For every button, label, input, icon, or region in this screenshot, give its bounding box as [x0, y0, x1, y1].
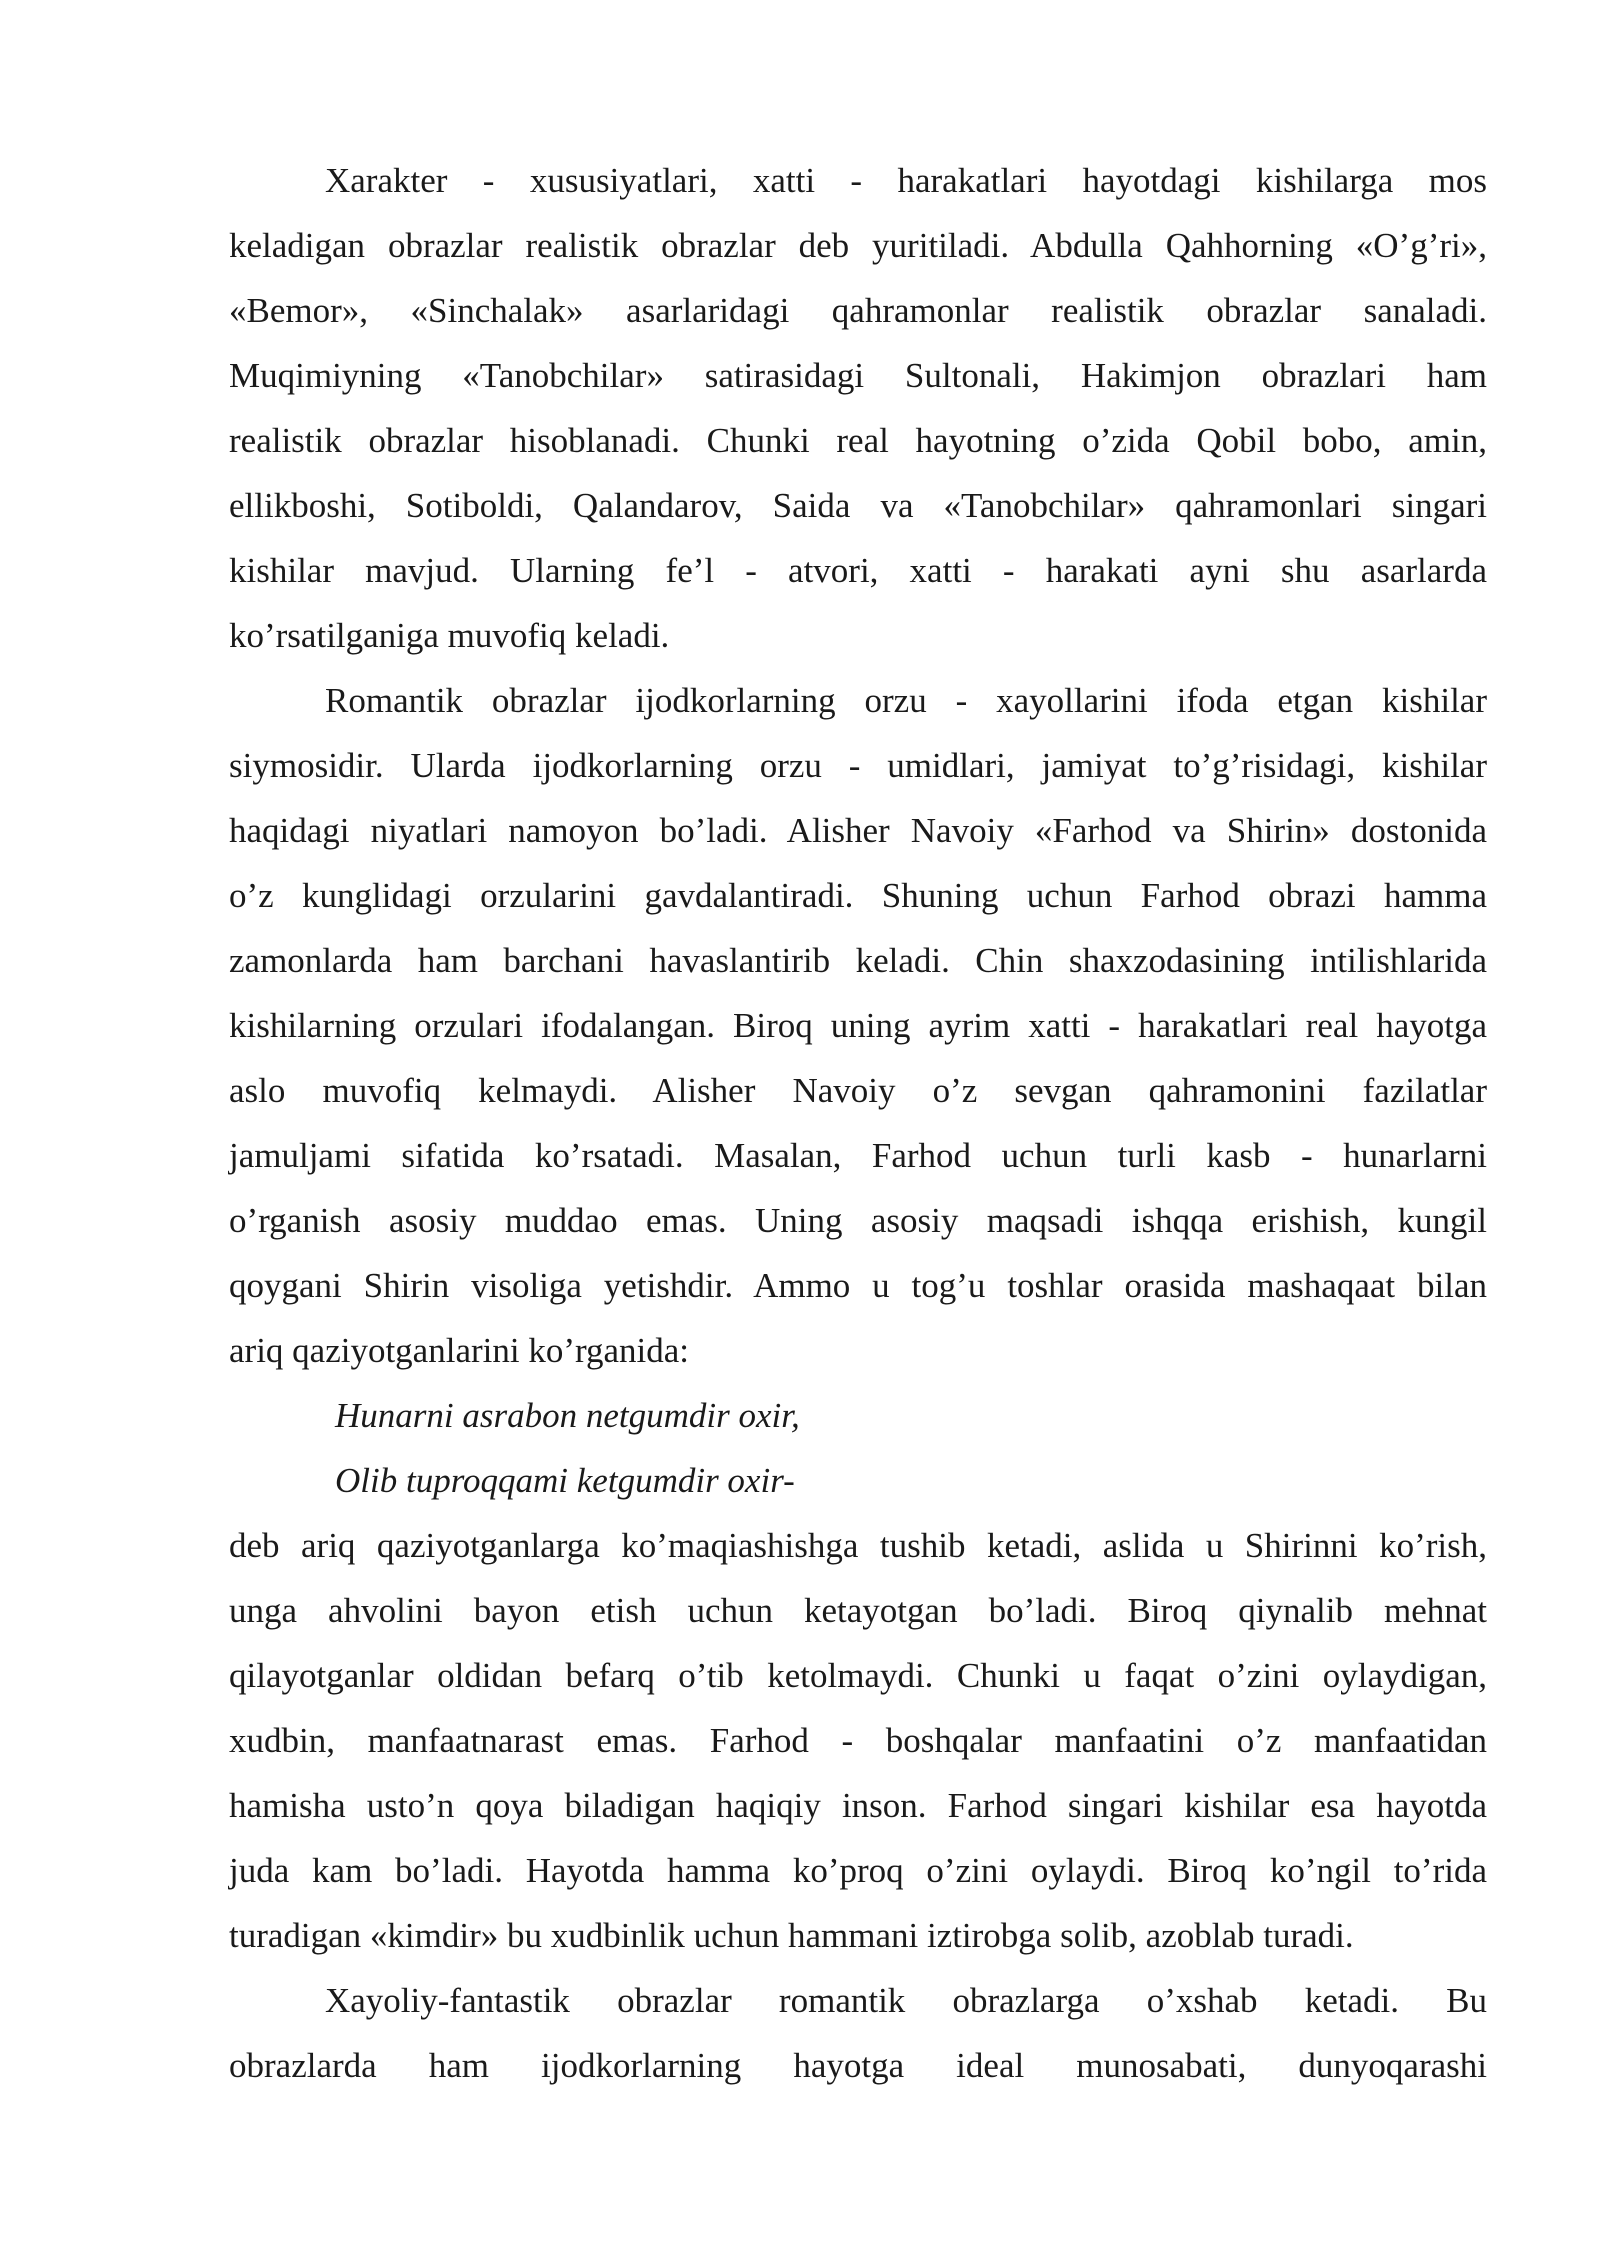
paragraph-3-line-7: turadigan «kimdir» bu xudbinlik uchun hammani iztirobga solib, azoblab turadi.	[229, 1916, 1354, 1955]
paragraph-2-line-9: o’rganish asosiy muddao emas. Uning asosiy maqsadi ishqqa erishish, kungil	[229, 1201, 1487, 1240]
paragraph-3-line-3: qilayotganlar oldidan befarq o’tib ketolmaydi. Chunki u faqat o’zini oylaydigan,	[229, 1656, 1487, 1695]
document-body	[229, 148, 1487, 2098]
paragraph-1-line-4: Muqimiyning «Tanobchilar» satirasidagi Sultonali, Hakimjon obrazlari ham	[229, 356, 1487, 395]
paragraph-4-line-2: obrazlarda ham ijodkorlarning hayotga ideal munosabati, dunyoqarashi	[229, 2046, 1487, 2085]
paragraph-1-line-5: realistik obrazlar hisoblanadi. Chunki real hayotning o’zida Qobil bobo, amin,	[229, 421, 1487, 460]
paragraph-2-line-5: zamonlarda ham barchani havaslantirib keladi. Chin shaxzodasining intilishlarida	[229, 941, 1487, 980]
paragraph-2-line-6: kishilarning orzulari ifodalangan. Biroq uning ayrim xatti - harakatlari real hayotga	[229, 1006, 1487, 1045]
paragraph-3-line-1: deb ariq qaziyotganlarga ko’maqiashishga tushib ketadi, aslida u Shirinni ko’rish,	[229, 1526, 1487, 1565]
paragraph-1-line-3: «Bemor», «Sinchalak» asarlaridagi qahramonlar realistik obrazlar sanaladi.	[229, 291, 1487, 330]
paragraph-1-line-7: kishilar mavjud. Ularning fe’l - atvori, xatti - harakati ayni shu asarlarda	[229, 551, 1487, 590]
paragraph-3-line-4: xudbin, manfaatnarast emas. Farhod - boshqalar manfaatini o’z manfaatidan	[229, 1721, 1487, 1760]
paragraph-2-line-10: qoygani Shirin visoliga yetishdir. Ammo u tog’u toshlar orasida mashaqaat bilan	[229, 1266, 1487, 1305]
paragraph-2-line-11: ariq qaziyotganlarini ko’rganida:	[229, 1331, 690, 1370]
verse-line-1: Hunarni asrabon netgumdir oxir,	[335, 1396, 800, 1435]
paragraph-2-line-3: haqidagi niyatlari namoyon bo’ladi. Alisher Navoiy «Farhod va Shirin» dostonida	[229, 811, 1487, 850]
paragraph-1-line-1: Xarakter - xususiyatlari, xatti - harakatlari hayotdagi kishilarga mos	[325, 161, 1487, 200]
paragraph-2-line-1: Romantik obrazlar ijodkorlarning orzu - xayollarini ifoda etgan kishilar	[325, 681, 1487, 720]
paragraph-1-line-8: ko’rsatilganiga muvofiq keladi.	[229, 616, 670, 655]
paragraph-2-line-7: aslo muvofiq kelmaydi. Alisher Navoiy o’z sevgan qahramonini fazilatlar	[229, 1071, 1487, 1110]
verse-line-2: Olib tuproqqami ketgumdir oxir-	[335, 1461, 795, 1500]
paragraph-1-line-2: keladigan obrazlar realistik obrazlar deb yuritiladi. Abdulla Qahhorning «O’g’ri»,	[229, 226, 1487, 265]
paragraph-2-line-8: jamuljami sifatida ko’rsatadi. Masalan, Farhod uchun turli kasb - hunarlarni	[229, 1136, 1487, 1175]
paragraph-1-line-6: ellikboshi, Sotiboldi, Qalandarov, Saida va «Tanobchilar» qahramonlari singari	[229, 486, 1487, 525]
paragraph-2-line-4: o’z kunglidagi orzularini gavdalantiradi. Shuning uchun Farhod obrazi hamma	[229, 876, 1487, 915]
paragraph-4-line-1: Xayoliy-fantastik obrazlar romantik obrazlarga o’xshab ketadi. Bu	[325, 1981, 1487, 2020]
paragraph-3-line-2: unga ahvolini bayon etish uchun ketayotgan bo’ladi. Biroq qiynalib mehnat	[229, 1591, 1487, 1630]
paragraph-3-line-5: hamisha usto’n qoya biladigan haqiqiy inson. Farhod singari kishilar esa hayotda	[229, 1786, 1487, 1825]
paragraph-2-line-2: siymosidir. Ularda ijodkorlarning orzu - umidlari, jamiyat to’g’risidagi, kishilar	[229, 746, 1487, 785]
paragraph-3-line-6: juda kam bo’ladi. Hayotda hamma ko’proq o’zini oylaydi. Biroq ko’ngil to’rida	[229, 1851, 1487, 1890]
